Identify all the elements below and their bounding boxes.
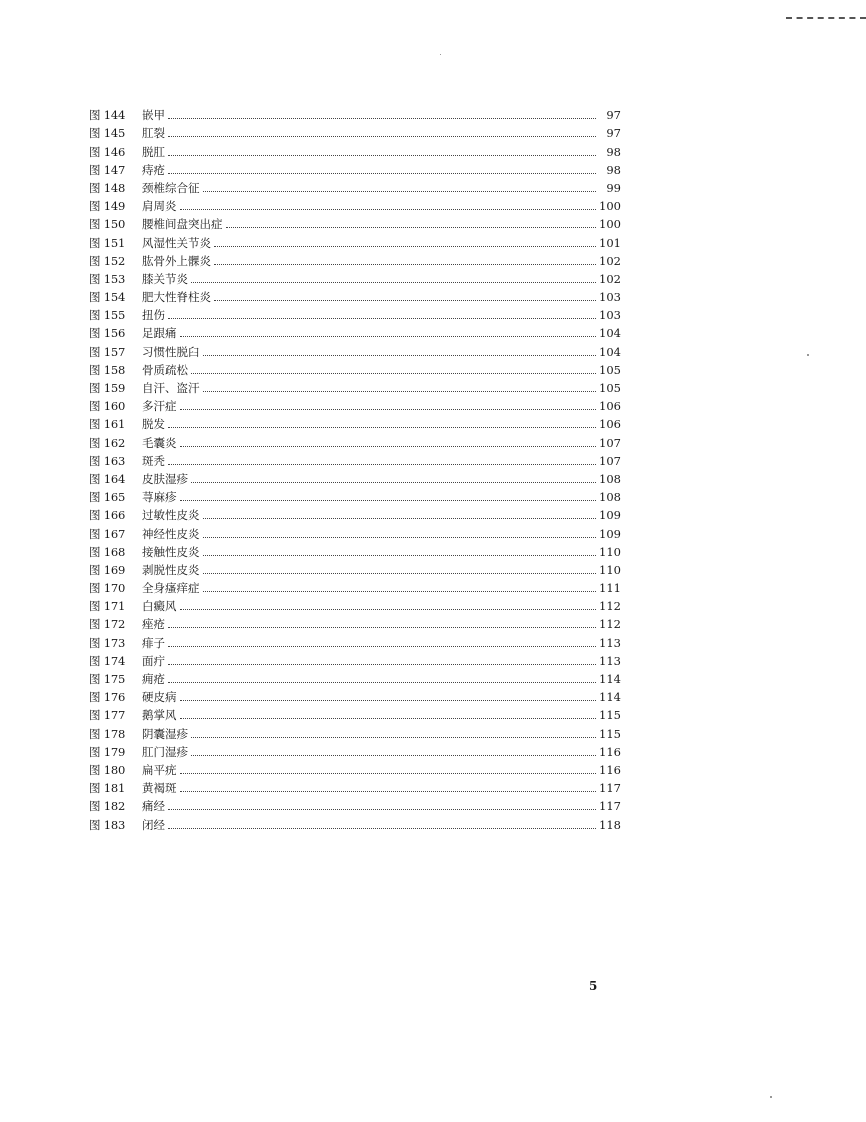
figure-page: 106 — [599, 417, 621, 432]
figure-number: 图 169 — [89, 562, 126, 577]
figure-page: 116 — [599, 762, 621, 777]
dot-leader — [191, 755, 596, 756]
figure-page: 106 — [599, 399, 621, 414]
figure-number: 图 158 — [89, 362, 126, 377]
figure-number: 图 166 — [89, 508, 126, 523]
toc-entry — [89, 613, 621, 631]
toc-entry — [89, 486, 621, 504]
toc-entry — [89, 468, 621, 486]
figure-number: 图 152 — [89, 253, 126, 268]
figure-page: 110 — [599, 562, 621, 577]
dot-leader — [168, 664, 596, 665]
figure-number: 图 144 — [89, 108, 126, 123]
figure-page: 117 — [599, 799, 621, 814]
dot-leader — [168, 318, 596, 319]
figure-title: 肩周炎 — [142, 199, 177, 214]
figure-number: 图 170 — [89, 581, 126, 596]
scan-speck — [807, 354, 809, 356]
figure-number: 图 151 — [89, 235, 126, 250]
dot-leader — [180, 700, 597, 701]
dot-leader — [203, 555, 597, 556]
dot-leader — [191, 373, 596, 374]
dot-leader — [214, 300, 596, 301]
dot-leader — [168, 136, 596, 137]
figure-title: 足跟痛 — [142, 326, 177, 341]
toc-entry — [89, 213, 621, 231]
figure-number: 图 146 — [89, 144, 126, 159]
dot-leader — [168, 464, 596, 465]
dot-leader — [168, 118, 596, 119]
toc-entry — [89, 450, 621, 468]
toc-entry — [89, 159, 621, 177]
figure-page: 107 — [599, 453, 621, 468]
dot-leader — [203, 591, 597, 592]
toc-entry — [89, 377, 621, 395]
toc-entry — [89, 195, 621, 213]
figure-number: 图 164 — [89, 471, 126, 486]
figure-page: 113 — [599, 653, 621, 668]
figure-page: 103 — [599, 308, 621, 323]
figure-number: 图 179 — [89, 744, 126, 759]
dot-leader — [214, 246, 596, 247]
toc-entry — [89, 431, 621, 449]
dot-leader — [203, 518, 597, 519]
figure-title: 风湿性关节炎 — [142, 235, 211, 250]
figure-number: 图 145 — [89, 126, 126, 141]
figure-number: 图 159 — [89, 381, 126, 395]
figure-title: 腰椎间盘突出症 — [142, 217, 223, 232]
figure-number: 图 160 — [89, 399, 126, 414]
figure-page: 98 — [606, 144, 621, 159]
dot-leader — [214, 264, 596, 265]
dot-leader — [168, 427, 596, 428]
dot-leader — [180, 409, 597, 410]
figure-page: 110 — [599, 544, 621, 559]
figure-title: 肥大性脊柱炎 — [142, 290, 211, 305]
figure-title: 硬皮病 — [142, 690, 177, 705]
toc-entry — [89, 104, 621, 122]
figure-number: 图 171 — [89, 599, 126, 614]
figure-page: 109 — [599, 508, 621, 523]
figure-number: 图 173 — [89, 635, 126, 650]
toc-entry — [89, 231, 621, 249]
figure-title: 闭经 — [142, 817, 165, 832]
toc-entry — [89, 504, 621, 522]
figure-page: 115 — [599, 726, 621, 741]
toc-entry — [89, 304, 621, 322]
figure-title: 皮肤湿疹 — [142, 471, 188, 486]
figure-number: 图 161 — [89, 417, 126, 432]
toc-entry — [89, 122, 621, 140]
page-number: 5 — [589, 979, 598, 993]
figure-title: 面疔 — [142, 653, 165, 668]
figure-number: 图 183 — [89, 817, 126, 832]
toc-entry — [89, 668, 621, 686]
figure-page: 114 — [599, 672, 621, 686]
figure-title: 阴囊湿疹 — [142, 726, 188, 741]
toc-entry — [89, 413, 621, 431]
dot-leader — [180, 773, 597, 774]
figure-title: 肱骨外上髁炎 — [142, 253, 211, 268]
figure-title: 神经性皮炎 — [142, 526, 200, 541]
figure-number: 图 162 — [89, 435, 126, 450]
figure-number: 图 180 — [89, 762, 126, 777]
figure-page: 105 — [599, 381, 621, 395]
toc-entry — [89, 795, 621, 813]
figure-page: 117 — [599, 781, 621, 796]
dot-leader — [168, 646, 596, 647]
figure-number: 图 167 — [89, 526, 126, 541]
figure-page: 101 — [599, 235, 621, 250]
dot-leader — [203, 191, 597, 192]
figure-page: 112 — [599, 599, 621, 614]
figure-title: 剥脱性皮炎 — [142, 562, 200, 577]
toc-entry — [89, 140, 621, 158]
figure-number: 图 147 — [89, 162, 126, 177]
figure-page: 100 — [599, 217, 621, 232]
figure-page: 105 — [599, 362, 621, 377]
dot-leader — [168, 682, 596, 683]
figure-title: 习惯性脱臼 — [142, 344, 200, 359]
figure-number: 图 150 — [89, 217, 126, 232]
toc-entry — [89, 777, 621, 795]
figure-title: 膝关节炎 — [142, 271, 188, 286]
dot-leader — [180, 718, 597, 719]
figure-title: 痈疮 — [142, 672, 165, 686]
figure-title: 黄褐斑 — [142, 781, 177, 796]
dot-leader — [203, 537, 597, 538]
toc-entry — [89, 559, 621, 577]
dot-leader — [191, 282, 596, 283]
dot-leader — [168, 627, 596, 628]
dot-leader — [191, 737, 596, 738]
dot-leader — [203, 391, 597, 392]
figure-title: 脱肛 — [142, 144, 165, 159]
toc-entry — [89, 250, 621, 268]
figure-number: 图 176 — [89, 690, 126, 705]
figure-number: 图 154 — [89, 290, 126, 305]
dot-leader — [180, 209, 597, 210]
figure-number: 图 157 — [89, 344, 126, 359]
figure-title: 荨麻疹 — [142, 490, 177, 505]
figure-title: 白癜风 — [142, 599, 177, 614]
figure-title: 毛囊炎 — [142, 435, 177, 450]
figure-page: 98 — [606, 162, 621, 177]
toc-entry — [89, 340, 621, 358]
toc-entry — [89, 704, 621, 722]
figure-number: 图 168 — [89, 544, 126, 559]
figure-number: 图 182 — [89, 799, 126, 814]
figure-title: 痛经 — [142, 799, 165, 814]
dot-leader — [191, 482, 596, 483]
dot-leader — [203, 573, 597, 574]
figure-number: 图 148 — [89, 180, 126, 195]
figure-title: 痔疮 — [142, 162, 165, 177]
scan-speck — [770, 1096, 772, 1098]
figure-page: 100 — [599, 199, 621, 214]
toc-entry — [89, 686, 621, 704]
figure-page: 108 — [599, 471, 621, 486]
figure-number: 图 153 — [89, 271, 126, 286]
figure-title: 肛门湿疹 — [142, 744, 188, 759]
figure-title: 痱子 — [142, 635, 165, 650]
table-of-figures — [89, 104, 621, 832]
figure-title: 过敏性皮炎 — [142, 508, 200, 523]
figure-number: 图 149 — [89, 199, 126, 214]
figure-number: 图 178 — [89, 726, 126, 741]
figure-number: 图 155 — [89, 308, 126, 323]
figure-page: 104 — [599, 344, 621, 359]
figure-number: 图 156 — [89, 326, 126, 341]
figure-title: 斑秃 — [142, 453, 165, 468]
toc-entry — [89, 813, 621, 831]
figure-page: 97 — [606, 108, 621, 123]
figure-title: 脱发 — [142, 417, 165, 432]
toc-entry — [89, 595, 621, 613]
figure-title: 嵌甲 — [142, 108, 165, 123]
toc-entry — [89, 322, 621, 340]
figure-page: 115 — [599, 708, 621, 723]
figure-page: 114 — [599, 690, 621, 705]
toc-entry — [89, 759, 621, 777]
dot-leader — [180, 336, 597, 337]
figure-number: 图 174 — [89, 653, 126, 668]
toc-entry — [89, 741, 621, 759]
figure-page: 111 — [599, 581, 621, 596]
toc-entry — [89, 268, 621, 286]
figure-number: 图 165 — [89, 490, 126, 505]
dot-leader — [226, 227, 597, 228]
toc-entry — [89, 722, 621, 740]
dot-leader — [180, 446, 597, 447]
figure-title: 多汗症 — [142, 399, 177, 414]
figure-page: 99 — [606, 180, 621, 195]
figure-page: 102 — [599, 271, 621, 286]
figure-title: 自汗、盗汗 — [142, 381, 200, 395]
dot-leader — [168, 173, 596, 174]
figure-title: 接触性皮炎 — [142, 544, 200, 559]
toc-entry — [89, 286, 621, 304]
figure-title: 鹅掌风 — [142, 708, 177, 723]
figure-page: 104 — [599, 326, 621, 341]
figure-page: 107 — [599, 435, 621, 450]
figure-title: 肛裂 — [142, 126, 165, 141]
toc-entry — [89, 577, 621, 595]
figure-title: 痤疮 — [142, 617, 165, 632]
toc-entry — [89, 541, 621, 559]
toc-entry — [89, 522, 621, 540]
figure-number: 图 175 — [89, 672, 126, 686]
figure-number: 图 163 — [89, 453, 126, 468]
toc-entry — [89, 631, 621, 649]
figure-page: 113 — [599, 635, 621, 650]
figure-number: 图 177 — [89, 708, 126, 723]
figure-page: 109 — [599, 526, 621, 541]
figure-page: 118 — [599, 817, 621, 832]
figure-number: 图 181 — [89, 781, 126, 796]
figure-page: 97 — [606, 126, 621, 141]
figure-page: 103 — [599, 290, 621, 305]
toc-entry — [89, 359, 621, 377]
dot-leader — [180, 791, 597, 792]
scan-speck — [440, 54, 441, 55]
figure-title: 颈椎综合征 — [142, 180, 200, 195]
figure-number: 图 172 — [89, 617, 126, 632]
dot-leader — [180, 609, 597, 610]
figure-title: 扁平疣 — [142, 762, 177, 777]
toc-entry — [89, 395, 621, 413]
dot-leader — [203, 355, 597, 356]
figure-title: 骨质疏松 — [142, 362, 188, 377]
figure-page: 102 — [599, 253, 621, 268]
dot-leader — [168, 155, 596, 156]
toc-entry — [89, 650, 621, 668]
dot-leader — [168, 828, 596, 829]
figure-page: 112 — [599, 617, 621, 632]
dot-leader — [168, 809, 596, 810]
toc-entry — [89, 177, 621, 195]
figure-page: 116 — [599, 744, 621, 759]
edge-mark — [786, 17, 866, 19]
figure-page: 108 — [599, 490, 621, 505]
figure-title: 全身瘙痒症 — [142, 581, 200, 596]
figure-title: 扭伤 — [142, 308, 165, 323]
dot-leader — [180, 500, 597, 501]
